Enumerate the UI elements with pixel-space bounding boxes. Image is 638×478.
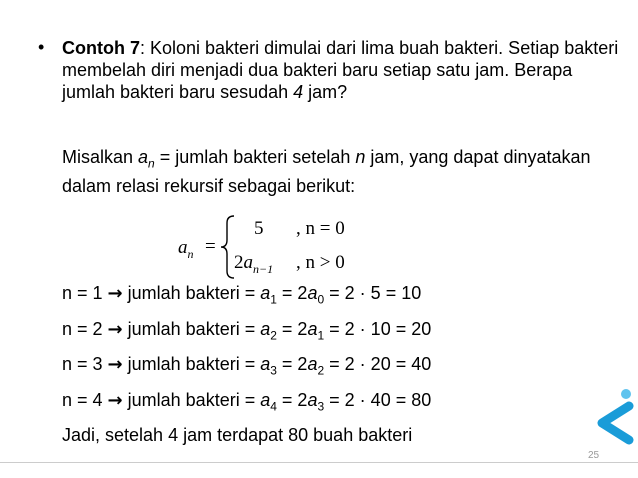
formula-equals: =: [205, 236, 216, 257]
example-label: Contoh 7: [62, 38, 140, 58]
step-line: n = 3 → jumlah bakteri = $a_3 = 2a_2 = 2 \cdot 20 = 40$: [62, 354, 432, 378]
case1-condition: , n = 0: [296, 218, 345, 239]
case2-condition: , n > 0: [296, 252, 345, 273]
problem-end: jam?: [303, 82, 348, 102]
definition-n: n: [355, 147, 366, 167]
definition-sub: n: [148, 156, 155, 171]
step-line: n = 2 → jumlah bakteri = $a_2 = 2a_1 = 2 \cdot 10 = 20$: [62, 318, 432, 343]
definition-text-2: = jumlah bakteri setelah: [154, 147, 356, 167]
computation-steps: [62, 279, 431, 450]
formula-lhs: $a_n$: [178, 237, 194, 261]
definition-text-1: Misalkan: [62, 147, 139, 167]
arrow-icon: →: [107, 354, 123, 376]
hours-value: 4: [293, 82, 304, 102]
problem-paragraph: [62, 37, 622, 103]
recurrence-formula: [172, 212, 392, 282]
step-line: n = 1 → jumlah bakteri = $a_1 = 2a_0 = 2 \cdot 5 = 10$: [62, 283, 422, 307]
definition-text-3: jam, yang dapat dinyatakan dalam relasi rekursif sebagai berikut:: [62, 147, 591, 196]
case2-value: $2a_{n-1}$: [234, 252, 274, 276]
case1-value: 5: [254, 218, 264, 239]
page-number: 25: [588, 450, 600, 461]
problem-text: : Koloni bakteri dimulai dari lima buah bakteri. Setiap bakteri membelah diri menjadi dua bakteri baru setiap satu jam. Berapa jumlah bakteri baru sesudah: [62, 38, 619, 102]
step-line: n = 4 → jumlah bakteri = $a_4 = 2a_3 = 2 \cdot 40 = 80$: [62, 389, 432, 414]
conclusion-line: Jadi, setelah 4 jam terdapat 80 buah bakteri: [62, 425, 413, 446]
definition-var: a: [138, 147, 149, 167]
bullet: •: [38, 37, 45, 57]
definition-paragraph: [62, 146, 622, 197]
k-logo-icon: [596, 388, 634, 450]
arrow-icon: →: [107, 318, 123, 340]
arrow-icon: →: [107, 389, 123, 411]
arrow-icon: →: [107, 283, 123, 304]
footer-divider: [0, 462, 638, 463]
